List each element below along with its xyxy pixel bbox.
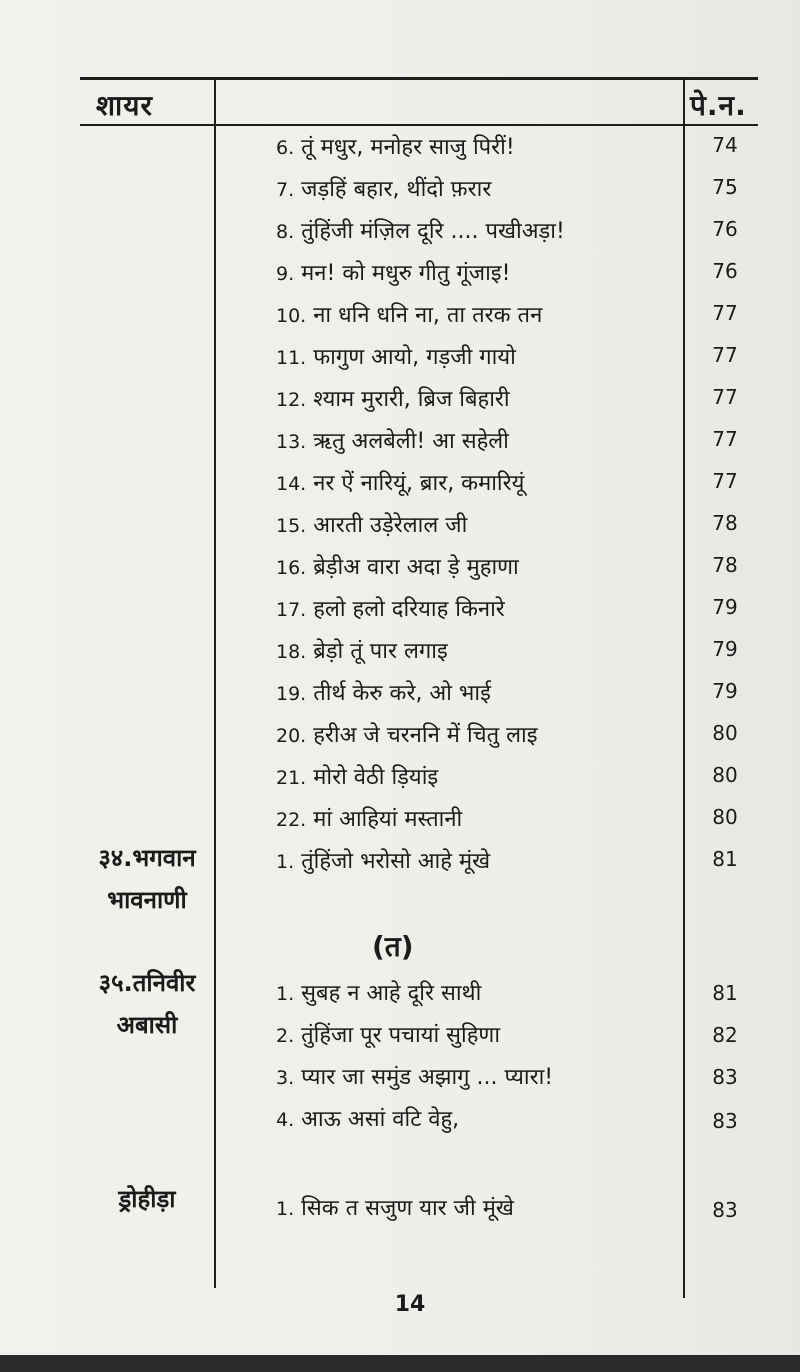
poet-name-line1: ३५.तनिवीर: [98, 969, 196, 997]
toc-entry: [276, 173, 676, 203]
poet-name: [80, 1178, 214, 1220]
toc-entry: [276, 551, 676, 581]
entry-page: 76: [712, 217, 738, 241]
poet-column-header: शायर: [96, 89, 153, 122]
entry-page: 76: [712, 259, 738, 283]
toc-entry: [276, 593, 676, 623]
entry-page: 77: [712, 385, 738, 409]
entry-title: मां आहियां मस्तानी: [313, 807, 463, 832]
entry-number: 10.: [276, 305, 307, 327]
toc-entry: [276, 977, 676, 1007]
entry-page: 82: [712, 1023, 738, 1047]
entry-number: 15.: [276, 515, 307, 537]
entry-title: मोरो वेठी ड़ियांइ: [313, 765, 439, 790]
entry-number: 22.: [276, 809, 307, 831]
entry-page: 83: [712, 1109, 738, 1133]
entry-title: तीर्थ केरु करे, ओ भाई: [313, 681, 491, 706]
toc-entry: [276, 509, 676, 539]
entry-title: आरती उडे़रेलाल जी: [313, 513, 468, 538]
toc-entry: [276, 761, 676, 791]
entry-page: 78: [712, 511, 738, 535]
toc-entry: [276, 677, 676, 707]
entry-page: 83: [712, 1198, 738, 1222]
entry-page: 81: [712, 847, 738, 871]
entry-title: जड़हिं बहार, थींदो फ़रार: [301, 177, 492, 202]
entry-page: 80: [712, 805, 738, 829]
entry-title: ब्रेड़ीअ वारा अदा ड़े मुहाणा: [313, 555, 519, 580]
entry-page: 79: [712, 637, 738, 661]
toc-entry: [276, 845, 676, 875]
entry-number: 17.: [276, 599, 307, 621]
entry-title: मन! को मधुरु गीतु गूंजाइ!: [301, 261, 511, 286]
entry-title: श्याम मुरारी, ब्रिज बिहारी: [313, 387, 510, 412]
toc-entry: [276, 215, 676, 245]
entry-number: 1.: [276, 983, 295, 1005]
entry-page: 80: [712, 763, 738, 787]
entry-number: 8.: [276, 221, 295, 243]
entry-title: तुंहिंजो भरोसो आहे मूंखे: [301, 849, 491, 874]
entry-title: हरीअ जे चरननि में चितु लाइ: [313, 723, 538, 748]
entry-title: हलो हलो दरियाह किनारे: [313, 597, 505, 622]
entry-title: नर ऐं नारियूं, ब्रार, कमारियूं: [313, 471, 525, 496]
column-divider-left: [214, 78, 216, 1288]
header-bottom-rule: [80, 124, 758, 126]
column-divider-right: [683, 78, 685, 1298]
toc-entry: [276, 1192, 676, 1222]
entry-number: 11.: [276, 347, 307, 369]
poet-name: [80, 962, 214, 1046]
entry-number: 7.: [276, 179, 295, 201]
entry-page: 80: [712, 721, 738, 745]
entry-number: 14.: [276, 473, 307, 495]
entry-title: फागुण आयो, गड़जी गायो: [313, 345, 516, 370]
poet-name-line1: ३४.भगवान: [98, 844, 196, 872]
entry-title: आऊ असां वटि वेहु,: [301, 1107, 460, 1132]
entry-page: 79: [712, 595, 738, 619]
poet-name-line2: अबासी: [116, 1011, 178, 1039]
page-bottom-edge: [0, 1355, 800, 1372]
entry-title: तुंहिंजी मंज़िल दूरि .... पखीअड़ा!: [301, 219, 565, 244]
toc-entry: [276, 1103, 676, 1133]
toc-entry: [276, 425, 676, 455]
entry-number: 1.: [276, 1198, 295, 1220]
entry-page: 75: [712, 175, 738, 199]
entry-title: तुंहिंजा पूर पचायां सुहिणा: [301, 1023, 501, 1048]
entry-number: 13.: [276, 431, 307, 453]
toc-entry: [276, 131, 676, 161]
entry-number: 9.: [276, 263, 295, 285]
toc-entry: [276, 299, 676, 329]
entry-number: 16.: [276, 557, 307, 579]
entry-number: 20.: [276, 725, 307, 747]
entry-number: 21.: [276, 767, 307, 789]
page-column-header: पे.न.: [690, 89, 747, 122]
entry-page: 77: [712, 301, 738, 325]
toc-entry: [276, 1061, 676, 1091]
entry-page: 77: [712, 343, 738, 367]
entry-page: 77: [712, 427, 738, 451]
entry-number: 12.: [276, 389, 307, 411]
entry-number: 3.: [276, 1067, 295, 1089]
toc-entry: [276, 635, 676, 665]
entry-page: 78: [712, 553, 738, 577]
entry-title: ऋतु अलबेली! आ सहेली: [313, 429, 509, 454]
toc-entry: [276, 257, 676, 287]
toc-entry: [276, 467, 676, 497]
poet-name: [80, 837, 214, 921]
toc-entry: [276, 719, 676, 749]
entry-number: 2.: [276, 1025, 295, 1047]
toc-entry: [276, 1019, 676, 1049]
entry-title: ना धनि धनि ना, ता तरक तन: [313, 303, 543, 328]
page-number: 14: [394, 1292, 426, 1317]
entry-title: सिक त सजुण यार जी मूंखे: [301, 1196, 514, 1221]
entry-title: ब्रेड़ो तूं पार लगाइ: [313, 639, 448, 664]
section-heading: (त): [372, 930, 414, 963]
header-top-rule: [80, 77, 758, 80]
toc-entry: [276, 341, 676, 371]
entry-page: 81: [712, 981, 738, 1005]
entry-page: 77: [712, 469, 738, 493]
entry-title: तूं मधुर, मनोहर साजु पिरीं!: [301, 135, 515, 160]
toc-entry: [276, 383, 676, 413]
toc-entry: [276, 803, 676, 833]
entry-number: 18.: [276, 641, 307, 663]
entry-number: 1.: [276, 851, 295, 873]
entry-page: 83: [712, 1065, 738, 1089]
entry-number: 19.: [276, 683, 307, 705]
entry-title: सुबह न आहे दूरि साथी: [301, 981, 482, 1006]
poet-name-line2: भावनाणी: [107, 886, 187, 914]
entry-number: 4.: [276, 1109, 295, 1131]
entry-page: 79: [712, 679, 738, 703]
poet-name-line1: ड्रोहीड़ा: [118, 1185, 176, 1213]
entry-page: 74: [712, 133, 738, 157]
entry-number: 6.: [276, 137, 295, 159]
entry-title: प्यार जा समुंड अझागु ... प्यारा!: [301, 1065, 554, 1090]
